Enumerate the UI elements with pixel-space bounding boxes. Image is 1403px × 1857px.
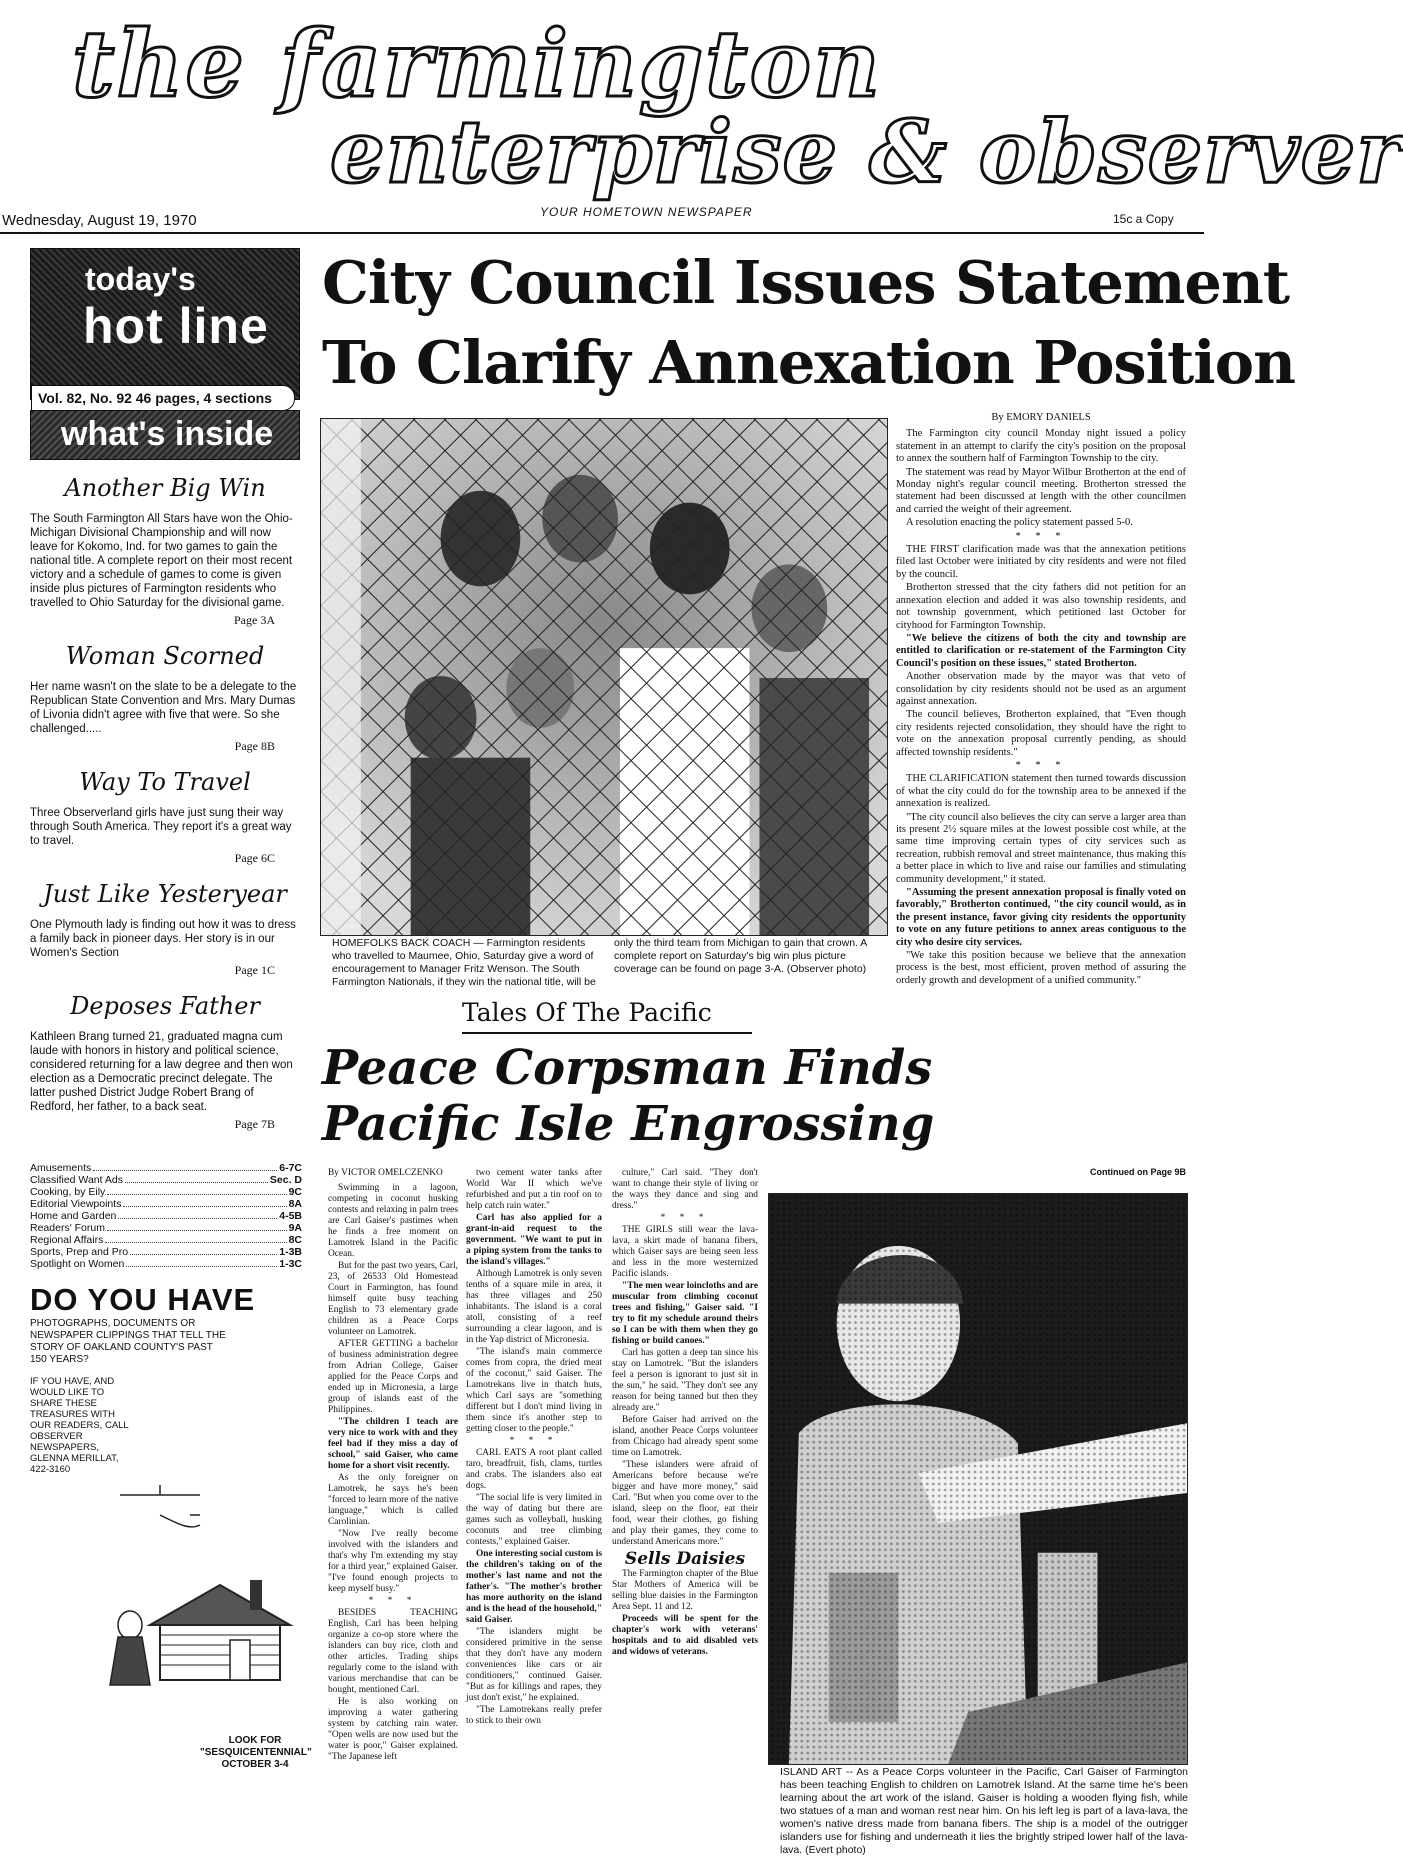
brief-title: Woman Scorned bbox=[65, 642, 265, 670]
brief-title: Deposes Father bbox=[70, 992, 260, 1020]
council-paragraph: Another observation made by the mayor was that veto of consolidation by city residents should not be used as an argument against annexation. bbox=[896, 671, 1186, 707]
index-page: 8A bbox=[288, 1198, 302, 1210]
index-page: 4-5B bbox=[279, 1210, 302, 1222]
peace-headline-line2: Pacific Isle Engrossing bbox=[322, 1096, 935, 1152]
index-page: 1-3C bbox=[279, 1258, 302, 1270]
issue-date: Wednesday, August 19, 1970 bbox=[2, 212, 197, 229]
volume-info: Vol. 82, No. 92 46 pages, 4 sections bbox=[31, 385, 295, 411]
council-paragraph: The Farmington city council Monday night issued a policy statement in an attempt to clarify the city's position on the proposal to annex the southern half of Farmington Township to the city. bbox=[896, 428, 1186, 465]
pacific-paragraph: "The island's main commerce comes from copra, the dried meat of the coconut," said Gaiser. The Lamotrekans live in thatch huts, which Carl says are "something different but I don't mind living in them since it's another step to getting closer to the people." bbox=[466, 1347, 602, 1434]
section-index bbox=[30, 1162, 302, 1270]
pacific-paragraph: "The islanders might be considered primitive in the sense that they don't have any modern conveniences like cars or air conditioners," continued Gaiser. "But as for killings and rapes, they just don't exist," he explained. bbox=[466, 1627, 602, 1703]
hotline-label-main: hot line bbox=[83, 298, 269, 354]
index-row bbox=[30, 1186, 302, 1198]
index-row bbox=[30, 1210, 302, 1222]
council-paragraph: Brotherton stressed that the city fathers did not petition for an annexation election and added it was also township residents, and not township government, which petitioned last October for cityhood for Farmington Township. bbox=[896, 582, 1186, 631]
pacific-paragraph: Swimming in a lagoon, competing in coconut husking contests and relaxing in palm trees are Carl Gaiser's pastimes when he finds a free moment on Lamotrek Island in the Pacific Ocean. bbox=[328, 1183, 458, 1259]
index-row bbox=[30, 1174, 302, 1186]
island-art-caption: ISLAND ART -- As a Peace Corps volunteer in the Pacific, Carl Gaiser of Farmington has been teaching English to children on Lamotrek Island. At the same time he's been learning about the art work of the island. Gaiser is holding a wooden flying fish, while two statues of a man and woman rest near him. On his left leg is part of a lava-lava, the women's native dress made from banana fibers. The ship is a model of the outrigger islanders use for fishing and underneath it lies the brightly striped lower half of the lava-lava. (Evert photo) bbox=[780, 1766, 1188, 1856]
council-byline: By EMORY DANIELS bbox=[991, 412, 1091, 423]
masthead bbox=[0, 0, 1403, 235]
pacific-paragraph: "The men wear loincloths and are muscular from climbing coconut trees and fishing," Gaiser said. "I try to fit my schedule around theirs so I can be with them when they go fishing or build canoes." bbox=[612, 1281, 758, 1346]
brief-page: Page 8B bbox=[234, 739, 275, 753]
masthead-tagline: YOUR HOMETOWN NEWSPAPER bbox=[540, 205, 753, 219]
index-row bbox=[30, 1246, 302, 1258]
ad-subtext: PHOTOGRAPHS, DOCUMENTS OR NEWSPAPER CLIPPINGS THAT TELL THE STORY OF OAKLAND COUNTY'S PAST 150 YEARS? bbox=[30, 1318, 226, 1365]
index-name: Sports, Prep and Pro bbox=[30, 1246, 129, 1258]
pacific-paragraph: But for the past two years, Carl, 23, of 26533 Old Homestead Court in Farmington, has found himself quite busy teaching English to 73 elementary grade children as a Peace Corps volunteer on Lamotrek. bbox=[328, 1261, 458, 1337]
ad-footer: LOOK FOR "SESQUICENTENNIAL" OCTOBER 3-4 bbox=[200, 1735, 312, 1770]
council-paragraph: The council believes, Brotherton explained, that "Even though city residents rejected consolidation, they should have the right to vote on the annexation proposal currently pending, as should affected township residents." bbox=[896, 709, 1186, 758]
pacific-paragraph: CARL EATS A root plant called taro, breadfruit, fish, clams, turtles and crabs. The islanders also eat dogs. bbox=[466, 1448, 602, 1491]
index-name: Amusements bbox=[30, 1162, 92, 1174]
index-page: 8C bbox=[288, 1234, 302, 1246]
sidebar bbox=[30, 248, 300, 1475]
pioneer-cabin-illustration bbox=[100, 1485, 290, 1685]
pacific-paragraph: AFTER GETTING a bachelor of business administration degree from Adrian College, Gaiser applied for the Peace Corps and ended up in Micronesia, a large group of islands east of the Philippines. bbox=[328, 1339, 458, 1415]
index-name: Editorial Viewpoints bbox=[30, 1198, 122, 1210]
brief-page: Page 3A bbox=[234, 613, 275, 627]
issue-price: 15c a Copy bbox=[1113, 212, 1174, 226]
homefolks-fence-photo bbox=[320, 418, 888, 936]
peace-headline-line1: Peace Corpsman Finds bbox=[322, 1040, 933, 1096]
tales-kicker: Tales Of The Pacific bbox=[462, 998, 712, 1027]
council-continued: Continued on Page 9B bbox=[1090, 1167, 1187, 1177]
pacific-paragraph: As the only foreigner on Lamotrek, he says he's been "forced to learn more of the native language," which is called Carolinian. bbox=[328, 1473, 458, 1527]
daisies-paragraph: The Farmington chapter of the Blue Star Mothers of America will be selling blue daisies in the Farmington Area Sept. 11 and 12. bbox=[612, 1569, 758, 1612]
brief-title: Just Like Yesteryear bbox=[43, 880, 287, 908]
masthead-title-line1: the farmington bbox=[72, 10, 882, 118]
council-paragraph: "We believe the citizens of both the city and township are entitled to clarification or re-statement of the Farmington City Council's position on these issues," stated Brotherton. bbox=[896, 632, 1186, 669]
brief-text: The South Farmington All Stars have won the Ohio-Michigan Divisional Championship and will now leave for Kokomo, Ind. for two games to gain the national title. A complete report on their most recent victory and a schedule of games to come is given inside plus pictures of Farmington residents who travelled to Ohio Saturday for the divisional game. bbox=[30, 513, 293, 609]
main-headline-line2: To Clarify Annexation Position bbox=[322, 328, 1295, 397]
pacific-paragraph: "The Lamotrekans really prefer to stick to their own bbox=[466, 1705, 602, 1726]
index-page: 6-7C bbox=[279, 1162, 302, 1174]
whats-inside-banner bbox=[30, 410, 300, 460]
whats-inside-label: what's inside bbox=[61, 415, 274, 453]
council-story: By EMORY DANIELS The Farmington city council Monday night issued a policy statement in an attempt to clarify the city's position on the proposal to annex the southern half of Farmington Township to the city. The statement was read by Mayor Wilbur Brotherton at the end of Monday night's regular council meeting. Brotherton stressed the statement had been discussed at length with the other councilmen and carried the weight of their agreement. A resolution enacting the policy statement passed 5-0. * * * THE FIRST clarification made was that the annexation petitions filed last October were initiated by city residents and were not filed by the council. Brotherton stressed that the city fathers did not petition for an annexation election and added it was also township residents, and not township government, which petitioned last October for cityhood for Farmington Township. "We believe the citizens of both the city and township are entitled to clarification or re-statement of the Farmington City Council's position on these issues," stated Brotherton. Another observation made by the mayor was that veto of consolidation by city residents should not be used as an argument against annexation. The council believes, Brotherton explained, that "Even though city residents rejected consolidation, they should have the right to vote on the annexation proposal currently pending, as should affected township residents." * * * THE CLARIFICATION statement then turned towards discussion of what the city could do for the township area to be annexed if the annexation is realized. "The city council also believes the city can serve a larger area than its present 2½ square miles at the lowest possible cost while, at the same time improving certain types of city services such as recreation, rubbish removal and street maintenance, thus making this a better place in which to live and raise our families and stimulating community development," it stated. "Assuming the present annexation proposal is finally voted on favorably," Brotherton continued, "the city council would, as in the present instance, favor giving city residents the opportunity to vote on any future petitions to annex areas contiguous to the city who desire city services. "We take this position because we believe that the annexation process is the best, most efficient, proven method of assuring the orderly growth and development of a unified community." bbox=[896, 412, 1186, 986]
brief-page: Page 7B bbox=[234, 1117, 275, 1131]
pacific-paragraph: two cement water tanks after World War II which we've refurbished and put a tin roof on to help catch rain water." bbox=[466, 1168, 602, 1211]
index-name: Cooking, by Eily bbox=[30, 1186, 106, 1198]
daisies-paragraph: Proceeds will be spent for the chapter's work with veterans' hospitals and to aid disabled vets and widows of veterans. bbox=[612, 1614, 758, 1657]
island-art-photo bbox=[768, 1193, 1188, 1765]
main-headline-line1: City Council Issues Statement bbox=[322, 248, 1290, 317]
pacific-paragraph: Although Lamotrek is only seven tenths of a square mile in area, it has three villages and 250 inhabitants. The island is a coral atoll, consisting of a reef surrounding a clear lagoon, and is in the Yap district of Micronesia. bbox=[466, 1269, 602, 1345]
brief-another-big-win bbox=[30, 474, 300, 628]
council-paragraph: THE FIRST clarification made was that the annexation petitions filed last October were initiated by city residents and were not filed by the council. bbox=[896, 544, 1186, 580]
index-page: 1-3B bbox=[279, 1246, 302, 1258]
council-paragraph: THE CLARIFICATION statement then turned towards discussion of what the city could do for the township area to be annexed if the annexation is realized. bbox=[896, 773, 1186, 810]
brief-title: Way To Travel bbox=[79, 768, 251, 796]
pacific-paragraph: He is also working on improving a water gathering system by catching rain water. "Open wells are now used but the water is poor," Gaiser explained. "The Japanese left bbox=[328, 1697, 458, 1762]
council-paragraph: A resolution enacting the policy statement passed 5-0. bbox=[906, 517, 1133, 529]
pacific-paragraph: "The children I teach are very nice to work with and they feel bad if they miss a day of school," said Gaiser, who came home for a short visit recently. bbox=[328, 1417, 458, 1471]
index-page: Sec. D bbox=[269, 1174, 302, 1186]
pacific-paragraph: "Now I've really become involved with the islanders and that's why I'm extending my stay for a third year," explained Gaiser. "I've found enough projects to keep myself busy." bbox=[328, 1529, 458, 1594]
brief-deposes-father bbox=[30, 992, 300, 1132]
pacific-story-col3: culture," Carl said. "They don't want to change their style of living or the ways they dance and sing and dress." * * * THE GIRLS still wear the lava-lava, a skirt made of banana fibers, which Gaiser says are being seen less and less in the more westernized Pacific islands. "The men wear loincloths and are muscular from climbing coconut trees and fishing," Gaiser said. "I try to fit my schedule around theirs so I can be with them when they go fishing or build canoes." Carl has gotten a deep tan since his stay on Lamotrek. "But the islanders feel a person is ignorant to just sit in the sun," he said. "They don't see any reason for being tanned but then they already are." Before Gaiser had arrived on the island, another Peace Corps volunteer from Chicago had already spent some time on Lamotrek. "These islanders were afraid of Americans before because we're bigger and have more money," said Carl. "But when you come over to the island, sleep on the floor, eat their food, wear their clothes, go fishing and play their games, they come to understand Americans more." Sells Daisies The Farmington chapter of the Blue Star Mothers of America will be selling blue daisies in the Farmington Area Sept. 11 and 12. Proceeds will be spent for the chapter's work with veterans' hospitals and to aid disabled vets and widows of veterans. bbox=[612, 1168, 758, 1657]
brief-title: Another Big Win bbox=[64, 474, 266, 502]
pacific-story-col1: By VICTOR OMELCZENKO Swimming in a lagoon, competing in coconut husking contests and relaxing in palm trees are Carl Gaiser's pastimes when he finds a free moment on Lamotrek Island in the Pacific Ocean. But for the past two years, Carl, 23, of 26533 Old Homestead Court in Farmington, has found himself quite busy teaching English to 73 elementary grade children as a Peace Corps volunteer on Lamotrek. AFTER GETTING a bachelor of business administration degree from Adrian College, Gaiser applied for the Peace Corps and ended up in Micronesia, a large group of islands east of the Philippines. "The children I teach are very nice to work with and they feel bad if they miss a day of school," said Gaiser, who came home for a short visit recently. As the only foreigner on Lamotrek, he says he's been "forced to learn more of the native language," which is called Carolinian. "Now I've really become involved with the islanders and that's why I'm extending my stay for a third year," explained Gaiser. "I've found enough projects to keep myself busy." * * * BESIDES TEACHING English, Carl has been helping organize a co-op store where the islanders can buy rice, cloth and other articles. Trading ships regularly come to the island with various merchandise that can be bought, mentioned Carl. He is also working on improving a water gathering system by catching rain water. "Open wells are now used but the water is poor," Gaiser explained. "The Japanese left bbox=[328, 1168, 458, 1762]
ad-contact: IF YOU HAVE, AND WOULD LIKE TO SHARE THESE TREASURES WITH OUR READERS, CALL OBSERVER NEWSPAPERS, GLENNA MERILLAT, 422-3160 bbox=[30, 1376, 129, 1475]
pacific-paragraph: BESIDES TEACHING English, Carl has been helping organize a co-op store where the islanders can buy rice, cloth and other articles. Trading ships regularly come to the island with various merchandise that can be bought, mentioned Carl. bbox=[328, 1608, 458, 1695]
hotline-label-top: today's bbox=[85, 261, 196, 297]
brief-woman-scorned bbox=[30, 642, 300, 754]
pacific-paragraph: Carl has also applied for a grant-in-aid request to the government. "We want to put in a piping system from the tanks to the island's villages." bbox=[466, 1213, 602, 1267]
index-name: Spotlight on Women bbox=[30, 1258, 125, 1270]
pacific-paragraph: THE GIRLS still wear the lava-lava, a skirt made of banana fibers, which Gaiser says are being seen less and less in the more westernized Pacific islands. bbox=[612, 1225, 758, 1279]
pacific-paragraph: One interesting social custom is the children's taking on of the mother's last name and not the father's. "The mother's brother has more authority on the island and is the head of the household," said Gaiser. bbox=[466, 1549, 602, 1625]
index-name: Home and Garden bbox=[30, 1210, 117, 1222]
council-paragraph: "The city council also believes the city can serve a larger area than its present 2½ square miles at the lowest possible cost while, at the same time improving certain types of city services such as recreation, rubbish removal and street maintenance, thus making this a better place in which to live and raise our families and stimulating community development," it stated. bbox=[896, 811, 1186, 885]
masthead-rule bbox=[0, 232, 1204, 234]
pacific-paragraph: Carl has gotten a deep tan since his stay on Lamotrek. "But the islanders feel a person is ignorant to just sit in the sun," he said. "They don't see any reason for being tanned but then they already are." bbox=[612, 1348, 758, 1413]
brief-text: One Plymouth lady is finding out how it was to dress a family back in pioneer days. Her story is in our Women's Section bbox=[30, 919, 296, 959]
brief-page: Page 1C bbox=[234, 963, 275, 977]
brief-just-like-yesteryear bbox=[30, 880, 300, 978]
index-row bbox=[30, 1198, 302, 1210]
brief-text: Kathleen Brang turned 21, graduated magna cum laude with honors in history and political science, considered returning for a law degree and then won election as a Democratic precinct delegate. The latter pushed District Judge Robert Brang of Redford, her father, to a back seat. bbox=[30, 1031, 293, 1113]
pacific-story-col2: two cement water tanks after World War II which we've refurbished and put a tin roof on to help catch rain water." Carl has also applied for a grant-in-aid request to the government. "We want to put in a piping system from the tanks to the island's villages." Although Lamotrek is only seven tenths of a square mile in area, it has three villages and 250 inhabitants. The island is a coral atoll, consisting of a reef surrounding a clear lagoon, and is in the Yap district of Micronesia. "The island's main commerce comes from copra, the dried meat of the coconut," said Gaiser. The Lamotrekans live in thatch huts, which Carl says are "something different but I don't mind living in them since it's another step to getting closer to the people." * * * CARL EATS A root plant called taro, breadfruit, fish, clams, turtles and crabs. The islanders also eat dogs. "The social life is very limited in the way of dating but there are games such as volleyball, husking coconuts and tree climbing contests," explained Gaiser. One interesting social custom is the children's taking on of the mother's last name and not the father's. "The mother's brother has more authority on the island and is the head of the household," said Gaiser. "The islanders might be considered primitive in the sense that they don't have any modern conveniences like cars or air conditioners," continued Gaiser. "But as for killings and rapes, they just don't exist," he explained. "The Lamotrekans really prefer to stick to their own bbox=[466, 1168, 602, 1726]
index-name: Regional Affairs bbox=[30, 1234, 104, 1246]
daisies-title: Sells Daisies bbox=[624, 1549, 746, 1569]
council-paragraph: The statement was read by Mayor Wilbur Brotherton at the end of Monday night's regular council meeting. Brotherton stressed the statement had been discussed at length with the other councilmen and carried the weight of their agreement. bbox=[896, 466, 1186, 515]
index-row bbox=[30, 1162, 302, 1174]
index-page: 9C bbox=[288, 1186, 302, 1198]
index-row bbox=[30, 1222, 302, 1234]
index-page: 9A bbox=[288, 1222, 302, 1234]
homefolks-photo-caption: HOMEFOLKS BACK COACH — Farmington residents who travelled to Maumee, Ohio, Saturday give a word of encouragement to Manager Fritz Wenson. The South Farmington Nationals, if they win the national title, will be only the third team from Michigan to gain that crown. A complete report on Saturday's big win plus picture coverage can be found on page 3-A. (Observer photo) bbox=[332, 937, 867, 988]
masthead-title-line2: enterprise & observer bbox=[330, 102, 1403, 203]
council-paragraph: "We take this position because we believe that the annexation process is the best, most efficient, proven method of assuring the orderly growth and development of a unified community." bbox=[896, 950, 1186, 986]
hotline-box bbox=[30, 248, 300, 406]
brief-text: Her name wasn't on the slate to be a delegate to the Republican State Convention and Mrs. Mary Dumas of Livonia didn't agree with five that were. So she challenged..... bbox=[30, 681, 297, 735]
index-name: Classified Want Ads bbox=[30, 1174, 123, 1186]
pacific-paragraph: "These islanders were afraid of Americans before because we're bigger and have more money," said Carl. "But when you come over to the island, sleep on the floor, eat their food, wear their clothes, go fishing and play their games, they come to understand Americans more." bbox=[612, 1460, 758, 1547]
pacific-byline: By VICTOR OMELCZENKO bbox=[328, 1168, 443, 1178]
pacific-paragraph: culture," Carl said. "They don't want to change their style of living or the ways they dance and sing and dress." bbox=[612, 1168, 758, 1211]
council-paragraph: "Assuming the present annexation proposal is finally voted on favorably," Brotherton continued, "the city council would, as in the present instance, favor giving city residents the opportunity to vote on any future petitions to annex areas contiguous to the city who desire city services. bbox=[896, 887, 1186, 948]
pacific-paragraph: Before Gaiser had arrived on the island, another Peace Corps volunteer from Chicago had already spent some time on Lamotrek. bbox=[612, 1415, 758, 1458]
index-row bbox=[30, 1234, 302, 1246]
ad-headline: DO YOU HAVE bbox=[30, 1282, 256, 1317]
index-name: Readers' Forum bbox=[30, 1222, 105, 1234]
brief-way-to-travel bbox=[30, 768, 300, 866]
pacific-paragraph: "The social life is very limited in the way of dating but there are games such as volleyball, husking coconuts and tree climbing contests," explained Gaiser. bbox=[466, 1493, 602, 1547]
index-row bbox=[30, 1258, 302, 1270]
brief-text: Three Observerland girls have just sung their way through South America. They report it's a great way to travel. bbox=[30, 807, 292, 847]
brief-page: Page 6C bbox=[234, 851, 275, 865]
